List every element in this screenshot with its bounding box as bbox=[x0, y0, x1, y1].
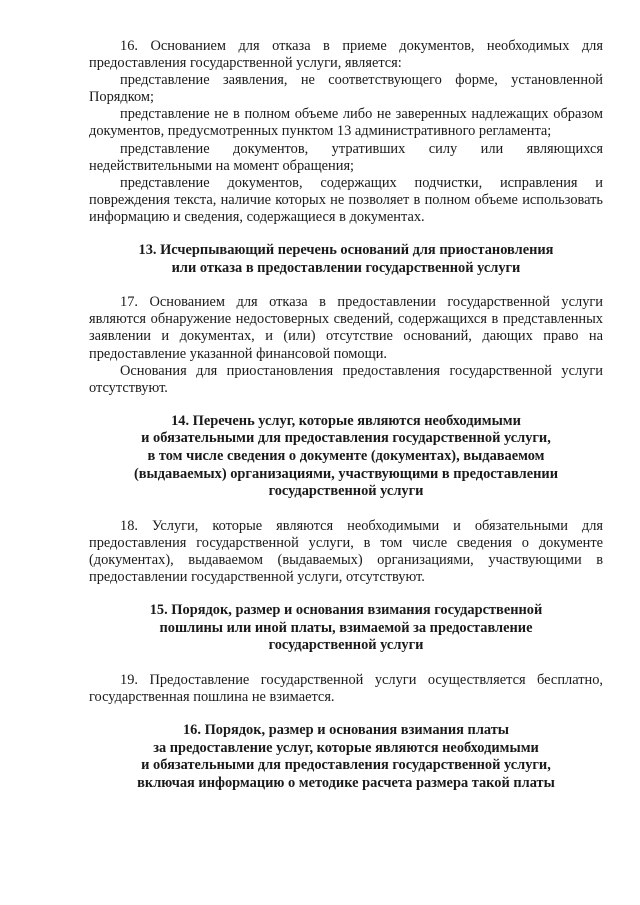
heading-line: включая информацию о методике расчета размера такой платы bbox=[137, 774, 555, 791]
heading-line: и обязательными для предоставления государственной услуги, bbox=[141, 430, 551, 447]
heading-line: 16. Порядок, размер и основания взимания платы bbox=[182, 722, 510, 739]
paragraph-list-item: представление не в полном объеме либо не заверенных надлежащих образом документов, предусмотренных пунктом 13 административного регламента; bbox=[89, 106, 603, 140]
heading-line: в том числе сведения о документе (документах), выдаваемом bbox=[147, 447, 545, 464]
heading-line: (выдаваемых) организациями, участвующими в предоставлении bbox=[133, 465, 559, 482]
section-heading-14 bbox=[89, 413, 603, 501]
paragraph-16-intro: 16. Основанием для отказа в приеме документов, необходимых для предоставления государственной услуги, является: bbox=[89, 38, 603, 72]
heading-line: 14. Перечень услуг, которые являются необходимыми bbox=[171, 412, 521, 429]
paragraph-list-item: представление документов, утративших силу или являющихся недействительными на момент обращения; bbox=[89, 140, 603, 174]
paragraph-list-item: представление документов, содержащих подчистки, исправления и повреждения текста, наличие которых не позволяет в полном объеме использовать информацию и сведения, содержащиеся в документах. bbox=[89, 174, 603, 225]
paragraph-17: 17. Основанием для отказа в предоставлении государственной услуги являются обнаружение недостоверных сведений, содержащихся в представленных заявлении и документах, и (или) отсутствие оснований, дающих право на предоставление указанной финансовой помощи. bbox=[89, 294, 603, 362]
heading-line: за предоставление услуг, которые являются необходимыми bbox=[153, 739, 539, 756]
heading-line: 13. Исчерпывающий перечень оснований для приостановления bbox=[138, 242, 554, 259]
heading-line: пошлины или иной платы, взимаемой за предоставление bbox=[159, 619, 533, 636]
paragraph-list-item: представление заявления, не соответствующего форме, установленной Порядком; bbox=[89, 72, 603, 106]
section-heading-13 bbox=[89, 242, 603, 277]
heading-line: государственной услуги bbox=[268, 483, 424, 500]
heading-line: и обязательными для предоставления государственной услуги, bbox=[141, 757, 551, 774]
section-heading-15 bbox=[89, 602, 603, 655]
paragraph-18: 18. Услуги, которые являются необходимыми и обязательными для предоставления государственной услуги, в том числе сведения о документе (документах), выдаваемом (выдаваемых) организациями, участвующими в предоставлении государственной услуги, отсутствуют. bbox=[89, 517, 603, 586]
paragraph-suspension: Основания для приостановления предоставления государственной услуги отсутствуют. bbox=[89, 362, 603, 396]
section-heading-16 bbox=[89, 722, 603, 792]
paragraph-19: 19. Предоставление государственной услуги осуществляется бесплатно, государственная пошлина не взимается. bbox=[89, 671, 603, 705]
heading-line: 15. Порядок, размер и основания взимания государственной bbox=[149, 602, 543, 619]
document-page bbox=[89, 38, 603, 792]
heading-line: или отказа в предоставлении государственной услуги bbox=[171, 259, 521, 276]
heading-line: государственной услуги bbox=[268, 637, 424, 654]
